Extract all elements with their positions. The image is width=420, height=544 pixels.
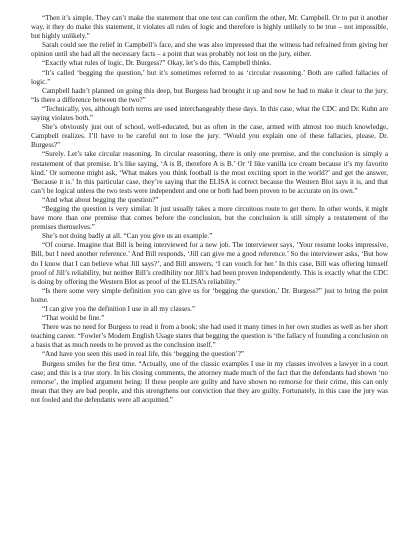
paragraph: “That would be fine.”: [42, 314, 105, 323]
paragraph: Burgess smiles for the first time. “Actually, one of the classic examples I use in my classes involves a lawyer in a court case; and this is a true story. In his closing comments, the attorney made much of the fact that the defendants had shown ‘no remorse’, the implied argument being: If these people are guilty and have shown no remorse for their crime, this can only mean that they are bad people, and this strengthens our conviction that they are guilty. Fortunately, in this case the jury was not fooled and the defendants were all acquitted.”: [31, 359, 388, 404]
paragraph: “And have you seen this used in real life, this ‘begging the question’?”: [42, 350, 245, 359]
paragraph: Campbell hadn’t planned on going this deep, but Burgess had brought it up and now he had to make it clear to the jury. “Is there a difference between the two?”: [31, 86, 388, 104]
paragraph: There was no need for Burgess to read it from a book; she had used it many times in her own studies as well as her short teaching career. “Fowler’s Modern English Usage states that begging the question is ‘the fallacy of founding a conclusion on a basis that as much needs to be proved as the conclusion itself.”: [31, 323, 388, 350]
paragraph: “Surely. Let’s take circular reasoning. In circular reasoning, there is only one premise, and the conclusion is simply a restatement of that premise. It’s like saying, ‘A is B, therefore A is B.’ Or ‘I like vanilla ice cream because it’s my favorite kind.’ Or someone might ask, ‘What makes you think football is the most exciting sport in the world?’ and get the answer, ‘Because it is.’ In this particular case, they’re saying that the ELISA is correct because the Western Blot says it is, and that can’t be logical unless the two tests were independent and one or both had been proven to be accurate on its own.”: [31, 150, 388, 195]
paragraph: “Exactly what rules of logic, Dr. Burgess?” Okay, let’s do this, Campbell thinks.: [42, 59, 272, 68]
paragraph: “Of course. Imagine that Bill is being interviewed for a new job. The interviewer says, ‘Your resume looks impressive, Bill, but I need another reference.’ And Bill responds, ‘Jill can give me a good reference.’ So the interviewer asks, ‘But how do I know that I can believe what Jill says?’, and Bill answers, ‘I can vouch for her.’ In this case, Bill was offering himself proof of Jill’s reliability, but neither Bill’s credibility nor Jill’s had been proven independently. This is exactly what the CDC is doing by offering the Western Blot as proof of the ELISA’s reliability.”: [31, 241, 388, 286]
paragraph: “Begging the question is very similar. It just usually takes a more circuitous route to get there. In other words, it might have more than one premise that comes before the conclusion, but the conclusion is still simply a restatement of the premises themselves.”: [31, 204, 388, 232]
paragraph: “And what about begging the question?”: [42, 195, 159, 204]
paragraph: “Is there some very simple definition you can give us for ‘begging the question,’ Dr. Burgess?” just to bring the point home.: [31, 286, 388, 304]
paragraph: “Then it’s simple. They can’t make the statement that one test can confirm the other, Mr. Campbell. Or to put it another way, it they do make this statement, it violates all rules of logic and therefore is highly unlikely to be true – not impossible, but highly unlikely.”: [31, 14, 388, 41]
paragraph: She’s obviously just out of school, well-educated, but as often in the case, armed with almost too much knowledge, Campbell realizes. I’ll have to be careful not to lose the jury. “Would you explain one of these fallacies, please, Dr. Burgess?”: [31, 123, 388, 150]
paragraph: She’s not doing badly at all. “Can you give us an example.”: [42, 232, 213, 241]
paragraph: “Technically, yes, although both terms are used interchangeably these days. In this case, what the CDC and Dr. Kuhn are saying violates both.”: [31, 104, 388, 123]
paragraph: Sarah could see the relief in Campbell’s face, and she was also impressed that the witness had refrained from giving her opinion until she had all the necessary facts – a point that was probably not lost on the jury, either.: [31, 41, 388, 59]
paragraph: “I can give you the definition I use in all my classes.”: [42, 305, 196, 313]
paragraph: “It’s called ‘begging the question,’ but it’s sometimes referred to as ‘circular reasoning.’ Both are called fallacies of logic.”: [31, 68, 388, 86]
